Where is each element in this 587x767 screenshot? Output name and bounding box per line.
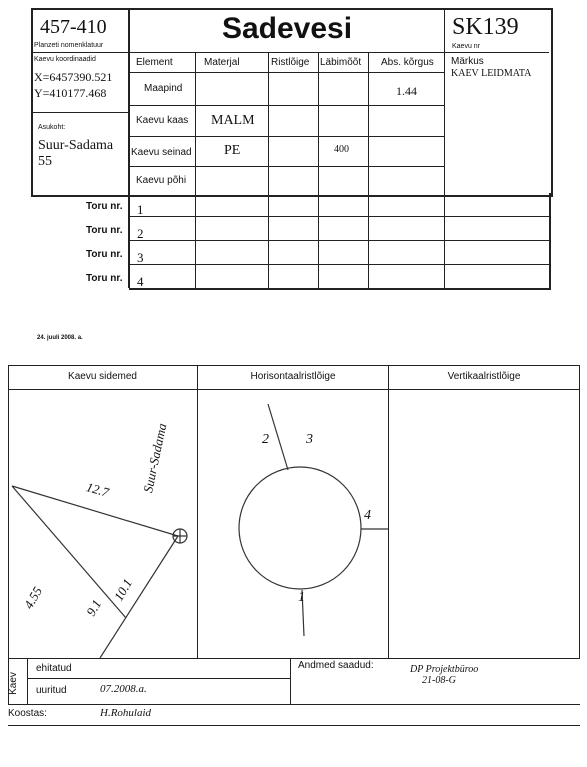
surveyed-value: 07.2008.a. [100, 683, 147, 695]
coordinates-caption: Kaevu koordinaadid [34, 56, 96, 63]
source-value-1: DP Projektbüroo [410, 664, 479, 675]
pipe-number-2: 2 [137, 226, 144, 241]
location-caption: Asukoht: [38, 124, 66, 131]
grid-line [129, 105, 444, 106]
row-label-ground: Maapind [144, 83, 183, 94]
col-title-vertical: Vertikaalristlõige [447, 371, 521, 382]
grid-line [129, 136, 444, 137]
ties-measure-3: 9.1 [83, 596, 105, 619]
page-title: Sadevesi [221, 12, 353, 45]
well-id: SK139 [452, 14, 519, 40]
built-label: ehitatud [36, 663, 72, 674]
side-label: Kaev [7, 672, 19, 695]
grid-line [195, 52, 196, 288]
sheet-number: 457-410 [40, 16, 107, 38]
pipe-label-3: Toru nr. [86, 249, 123, 260]
coordinate-x: X=6457390.521 [34, 70, 113, 84]
remarks-text: KAEV LEIDMATA [451, 68, 532, 79]
grid-line [129, 264, 551, 265]
pipe-label-4: Toru nr. [86, 273, 123, 284]
divider [8, 704, 580, 705]
grid-line [129, 166, 444, 167]
ties-measure-2: 10.1 [110, 576, 136, 604]
grid-line [444, 193, 445, 288]
walls-material: PE [224, 143, 241, 158]
divider [8, 658, 580, 659]
divider [31, 52, 549, 53]
pipe-label-2: Toru nr. [86, 225, 123, 236]
coordinate-y: Y=410177.468 [34, 86, 107, 100]
ties-street: Suur-Sadama [140, 421, 170, 494]
row-label-walls: Kaevu seinad [131, 147, 192, 158]
divider [27, 678, 290, 679]
location-value: Suur-Sadama [38, 138, 114, 153]
source-value-2: 21-08-G [422, 675, 456, 686]
walls-diameter: 400 [334, 144, 349, 155]
author-value: H.Rohulaid [100, 707, 152, 719]
grid-line [129, 288, 551, 290]
well-id-caption: Kaevu nr [452, 43, 481, 50]
divider [8, 725, 580, 726]
ties-mark: 4.55 [20, 584, 46, 612]
grid-line [129, 72, 444, 73]
divider [31, 112, 129, 113]
pipe-label-1: Toru nr. [86, 201, 123, 212]
divider [388, 365, 389, 659]
grid-line [268, 52, 269, 288]
row-label-bottom: Kaevu põhi [136, 175, 187, 186]
pipe-label-2-sketch: 2 [262, 432, 269, 447]
date-note: 24. juuli 2008. a. [37, 335, 83, 341]
pipe-label-1-sketch: 1 [298, 590, 305, 605]
horizontal-section-sketch [198, 390, 388, 658]
grid-line [318, 52, 319, 288]
author-label: Koostas: [8, 708, 47, 719]
grid-line [368, 52, 369, 288]
surveyed-label: uuritud [36, 685, 67, 696]
row-label-lid: Kaevu kaas [136, 115, 189, 126]
sheet-number-caption: Planzeti nomenklatuur [34, 42, 104, 49]
col-header-material: Materjal [204, 57, 240, 68]
location-value-2: 55 [38, 154, 52, 169]
divider [27, 658, 28, 704]
col-header-cross: Ristlõige [271, 57, 310, 68]
col-title-ties: Kaevu sidemed [68, 371, 137, 382]
col-header-element: Element [136, 57, 173, 68]
ground-elevation: 1.44 [396, 84, 417, 98]
col-header-diameter: Läbimõõt [320, 57, 362, 68]
col-header-elevation: Abs. kõrgus [381, 57, 434, 68]
divider [444, 8, 445, 193]
ties-measure-1: 12.7 [84, 479, 111, 500]
lid-material: MALM [211, 113, 255, 128]
remarks-caption: Märkus [451, 56, 484, 67]
pipe-number-3: 3 [137, 250, 144, 265]
pipe-label-3-sketch: 3 [306, 432, 313, 447]
pipe-number-1: 1 [137, 202, 144, 217]
pipe-label-4-sketch: 4 [364, 508, 371, 523]
source-label: Andmed saadud: [298, 660, 374, 671]
divider [290, 658, 291, 704]
col-title-horizontal: Horisontaalristlõige [250, 371, 336, 382]
grid-line [129, 240, 551, 241]
grid-line [129, 216, 551, 217]
pipe-number-4: 4 [137, 274, 144, 289]
